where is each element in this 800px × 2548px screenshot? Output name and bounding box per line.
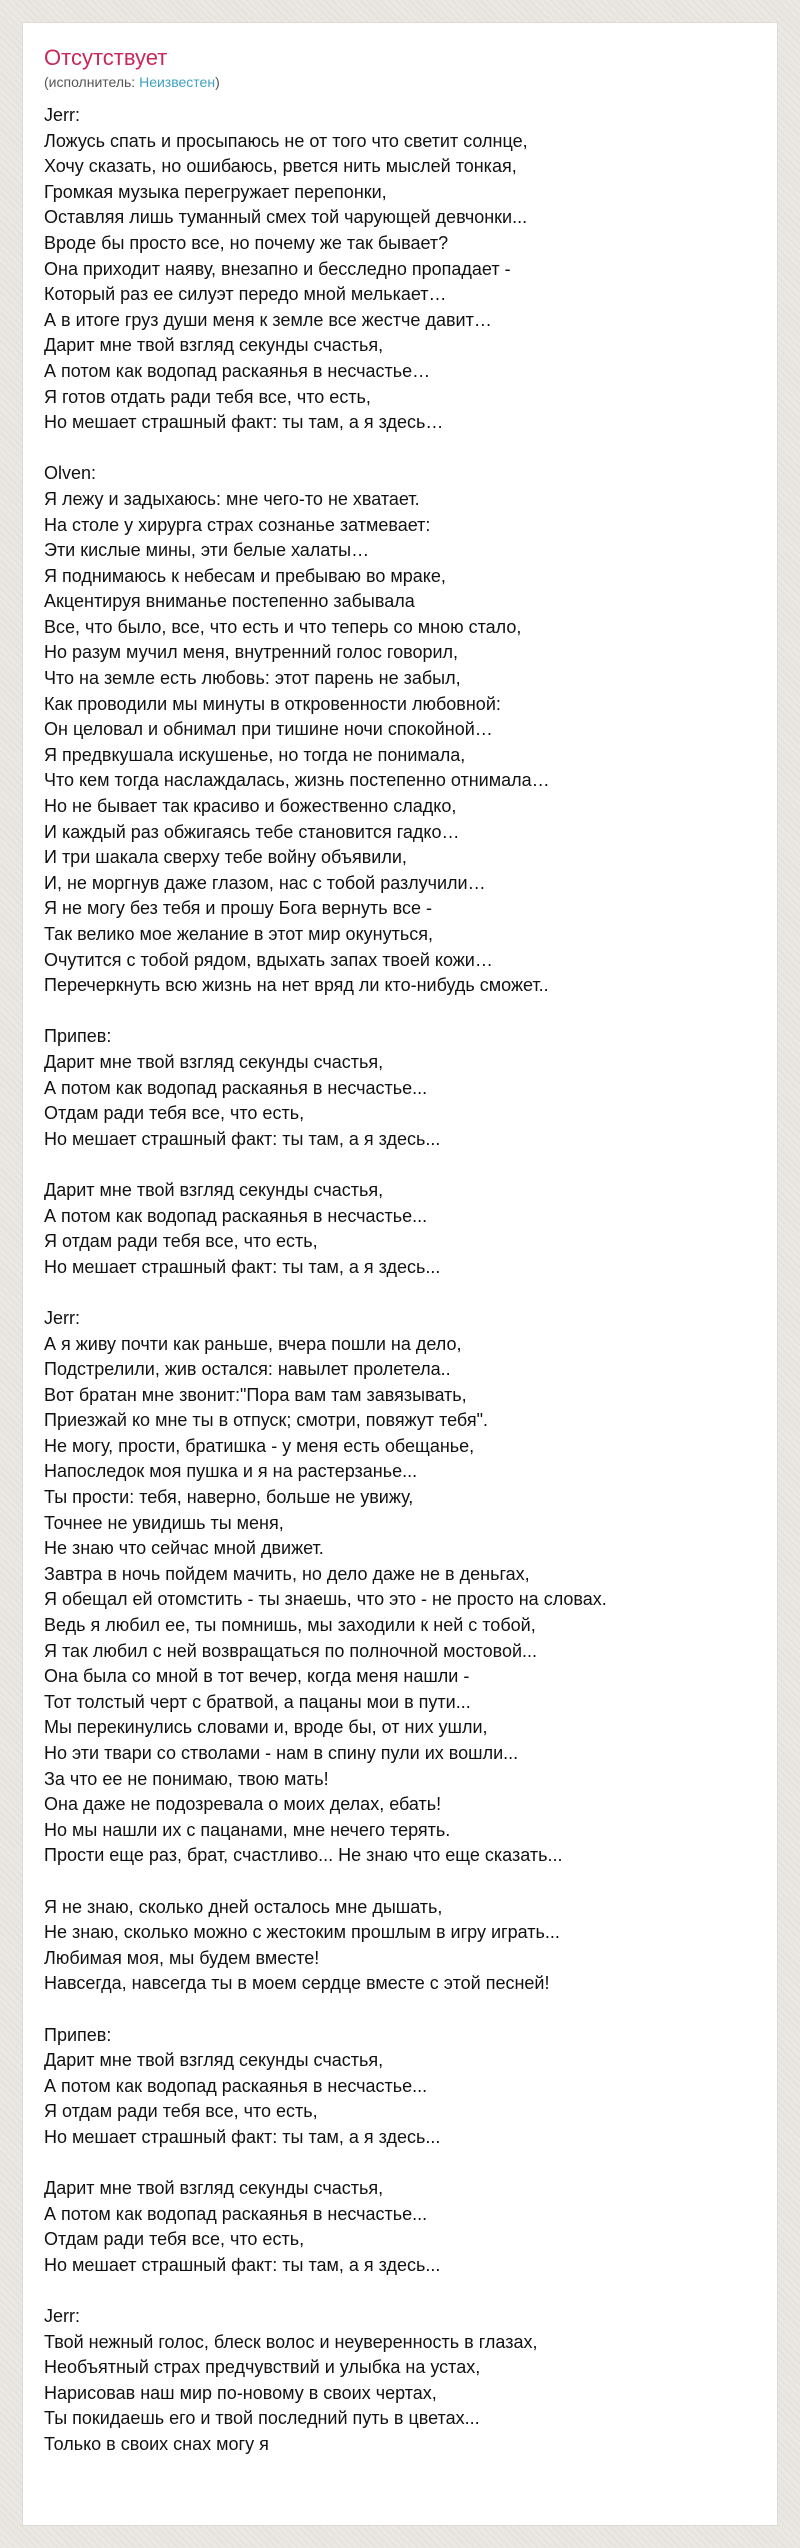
artist-suffix: ) [215,74,220,90]
artist-prefix: (исполнитель: [44,74,140,90]
lyrics-page [22,22,778,2526]
artist-link[interactable]: Неизвестен [139,74,216,90]
artist-line [44,73,220,91]
lyrics-text: Jerr: Ложусь спать и просыпаюсь не от того что светит солнце, Хочу сказать, но ошибаюсь, рвется нить мыслей тонкая, Громкая музыка перегружает перепонки, Оставляя лишь туманный смех той чарующей девчонки... Вроде бы просто все, но почему же так бывает? Она приходит наяву, внезапно и бесследно пропадает - Который раз ее силуэт передо мной мелькает… А в итоге груз души меня к земле все жестче давит… Дарит мне твой взгляд секунды счастья, А потом как водопад раскаянья в несчастье… Я готов отдать ради тебя все, что есть, Но мешает страшный факт: ты там, а я здесь… Olven: Я лежу и задыхаюсь: мне чего-то не хватает. На столе у хирурга страх сознанье затмевает: Эти кислые мины, эти белые халаты… Я поднимаюсь к небесам и пребываю во мраке, Акцентируя вниманье постепенно забывала Все, что было, все, что есть и что теперь со мною стало, Но разум мучил меня, внутренний голос говорил, Что на земле есть любовь: этот парень не забыл, Как проводили мы минуты в откровенности любовной: Он целовал и обнимал при тишине ночи спокойной… Я предвкушала искушенье, но тогда не понимала, Что кем тогда наслаждалась, жизнь постепенно отнимала… Но не бывает так красиво и божественно сладко, И каждый раз обжигаясь тебе становится гадко… И три шакала сверху тебе войну объявили, И, не моргнув даже глазом, нас с тобой разлучили… Я не могу без тебя и прошу Бога вернуть все - Так велико мое желание в этот мир окунуться, Очутится с тобой рядом, вдыхать запах твоей кожи… Перечеркнуть всю жизнь на нет вряд ли кто-нибудь сможет.. Припев: Дарит мне твой взгляд секунды счастья, А потом как водопад раскаянья в несчастье... Отдам ради тебя все, что есть, Но мешает страшный факт: ты там, а я здесь... Дарит мне твой взгляд секунды счастья, А потом как водопад раскаянья в несчастье... Я отдам ради тебя все, что есть, Но мешает страшный факт: ты там, а я здесь... Jerr: А я живу почти как раньше, вчера пошли на дело, Подстрелили, жив остался: навылет пролетела.. Вот братан мне звонит:"Пора вам там завязывать, Приезжай ко мне ты в отпуск; смотри, повяжут тебя". Не могу, прости, братишка - у меня есть обещанье, Напоследок моя пушка и я на растерзанье... Ты прости: тебя, наверно, больше не увижу, Точнее не увидишь ты меня, Не знаю что сейчас мной движет. Завтра в ночь пойдем мачить, но дело даже не в деньгах, Я обещал ей отомстить - ты знаешь, что это - не просто на словах. Ведь я любил ее, ты помнишь, мы заходили к ней с тобой, Я так любил с ней возвращаться по полночной мостовой... Она была со мной в тот вечер, когда меня нашли - Тот толстый черт с братвой, а пацаны мои в пути... Мы перекинулись словами и, вроде бы, от них ушли, Но эти твари со стволами - нам в спину пули их вошли... За что ее не понимаю, твою мать! Она даже не подозревала о моих делах, ебать! Но мы нашли их с пацанами, мне нечего терять. Прости еще раз, брат, счастливо... Не знаю что еще сказать... Я не знаю, сколько дней осталось мне дышать, Не знаю, сколько можно с жестоким прошлым в игру играть... Любимая моя, мы будем вместе! Навсегда, навсегда ты в моем сердце вместе с этой песней! Припев: Дарит мне твой взгляд секунды счастья, А потом как водопад раскаянья в несчастье... Я отдам ради тебя все, что есть, Но мешает страшный факт: ты там, а я здесь... Дарит мне твой взгляд секунды счастья, А потом как водопад раскаянья в несчастье... Отдам ради тебя все, что есть, Но мешает страшный факт: ты там, а я здесь... Jerr: Твой нежный голос, блеск волос и неуверенность в глазах, Необъятный страх предчувствий и улыбка на устах, Нарисовав наш мир по-новому в своих чертах, Ты покидаешь его и твой последний путь в цветах... Только в своих снах могу я [44,105,607,2455]
song-title: Отсутствует [44,45,168,70]
